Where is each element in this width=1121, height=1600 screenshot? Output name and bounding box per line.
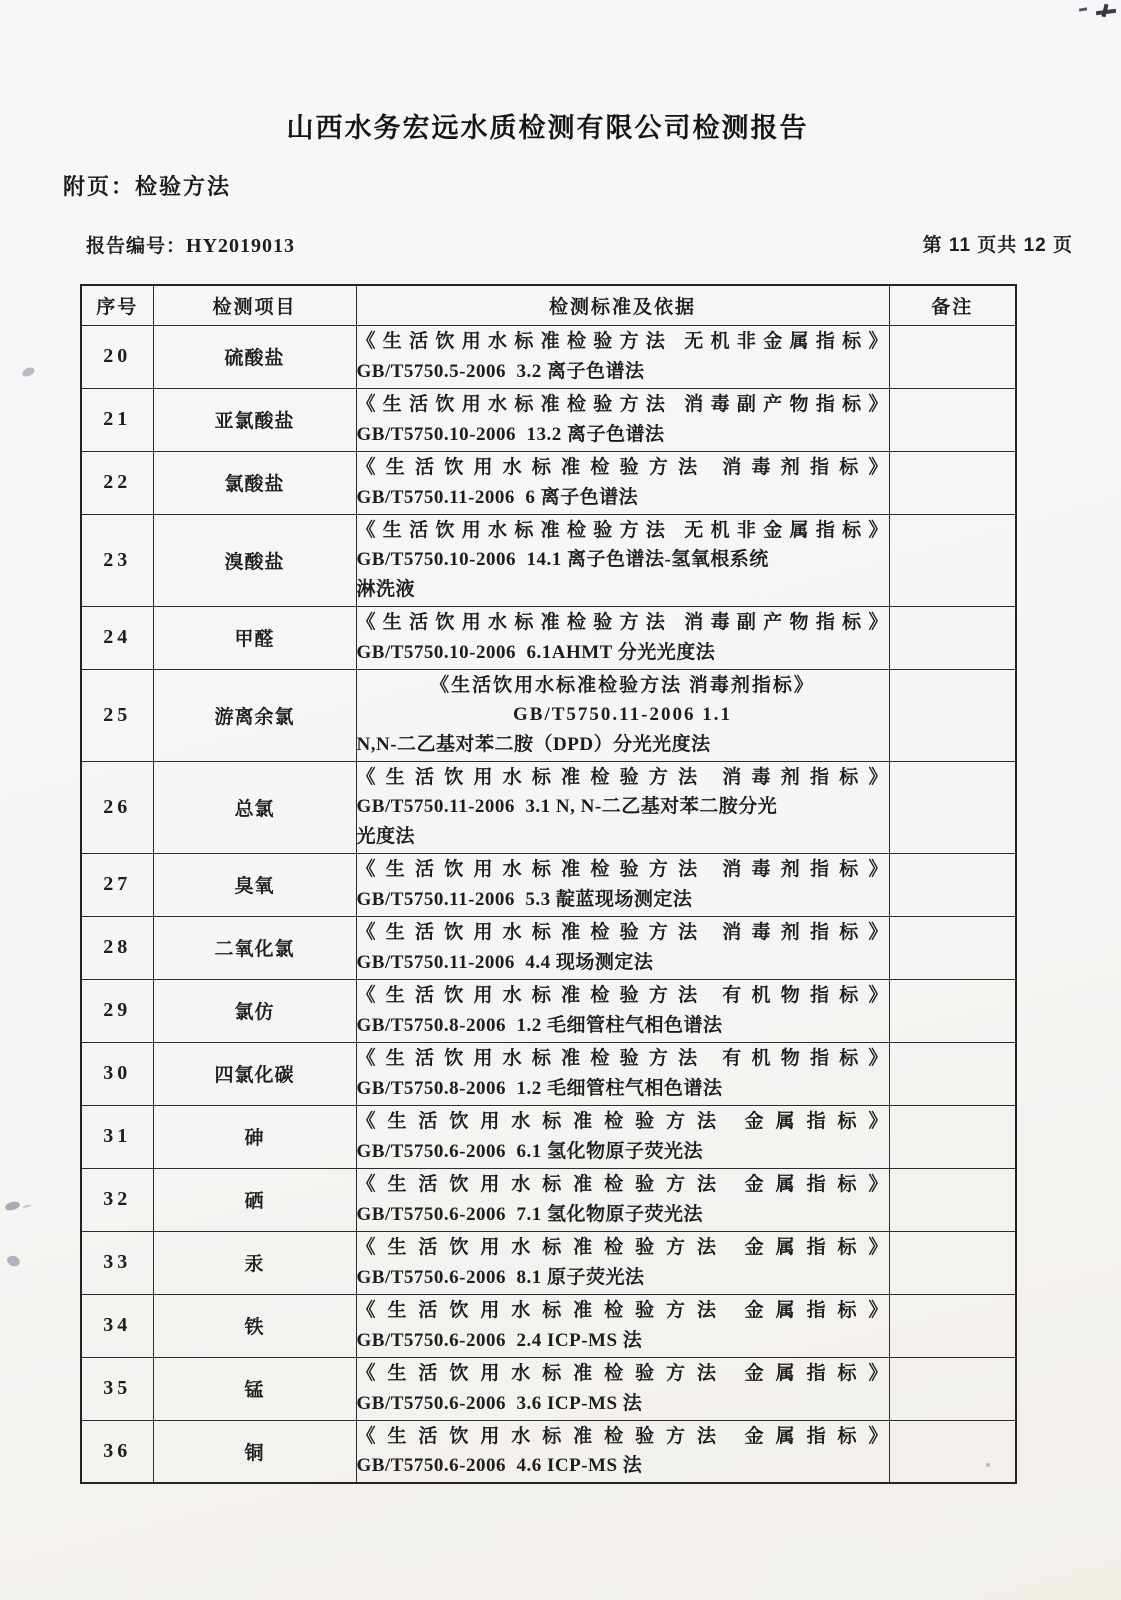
test-item-cell: 亚氯酸盐 bbox=[153, 388, 356, 451]
remark-cell bbox=[889, 916, 1016, 979]
remark-cell bbox=[889, 853, 1016, 916]
standard-line: 《生活饮用水标准检验方法 有机物指标》 bbox=[356, 985, 889, 1006]
standard-cell bbox=[356, 761, 889, 853]
test-item-cell: 汞 bbox=[153, 1231, 356, 1294]
standard-line: GB/T5750.8-2006 1.2 毛细管柱气相色谱法 bbox=[356, 1014, 723, 1036]
standard-line: GB/T5750.6-2006 3.6 ICP-MS 法 bbox=[356, 1392, 643, 1414]
column-header: 检测项目 bbox=[153, 285, 356, 325]
standard-line: GB/T5750.6-2006 8.1 原子荧光法 bbox=[356, 1266, 645, 1288]
row-number-cell: 20 bbox=[81, 325, 153, 388]
standard-cell bbox=[356, 853, 889, 916]
standard-line: 淋洗液 bbox=[356, 578, 416, 600]
remark-cell bbox=[889, 1042, 1016, 1105]
test-item-cell: 砷 bbox=[153, 1105, 356, 1168]
standard-line: GB/T5750.11-2006 4.4 现场测定法 bbox=[356, 951, 654, 973]
standard-line: 《生活饮用水标准检验方法 消毒剂指标》 bbox=[430, 674, 815, 696]
row-number-cell: 23 bbox=[81, 514, 153, 606]
methods-table bbox=[80, 284, 1017, 1484]
remark-cell bbox=[889, 1357, 1016, 1420]
standard-cell bbox=[356, 1420, 889, 1483]
row-number-cell: 36 bbox=[81, 1420, 153, 1483]
row-number-cell: 30 bbox=[81, 1042, 153, 1105]
standard-cell bbox=[356, 1105, 889, 1168]
standard-cell bbox=[356, 606, 889, 669]
test-item-cell: 总氯 bbox=[153, 761, 356, 853]
standard-line: GB/T5750.6-2006 6.1 氢化物原子荧光法 bbox=[356, 1140, 703, 1162]
row-number-cell: 28 bbox=[81, 916, 153, 979]
table-row bbox=[81, 761, 1016, 853]
remark-cell bbox=[889, 1294, 1016, 1357]
table-row bbox=[81, 853, 1016, 916]
row-number-cell: 24 bbox=[81, 606, 153, 669]
scan-speck bbox=[6, 1254, 22, 1268]
standard-line: GB/T5750.6-2006 2.4 ICP-MS 法 bbox=[356, 1329, 643, 1351]
row-number-cell: 21 bbox=[81, 388, 153, 451]
test-item-cell: 甲醛 bbox=[153, 606, 356, 669]
document-body bbox=[63, 0, 1073, 1484]
remark-cell bbox=[889, 388, 1016, 451]
table-row bbox=[81, 514, 1016, 606]
standard-cell bbox=[356, 1168, 889, 1231]
test-item-cell: 硒 bbox=[153, 1168, 356, 1231]
table-row bbox=[81, 1105, 1016, 1168]
standard-cell bbox=[356, 1357, 889, 1420]
column-header: 序号 bbox=[81, 285, 153, 325]
standard-cell bbox=[356, 1042, 889, 1105]
standard-line: 《生活饮用水标准检验方法 金属指标》 bbox=[356, 1111, 889, 1132]
test-item-cell: 铁 bbox=[153, 1294, 356, 1357]
table-row bbox=[81, 1042, 1016, 1105]
remark-cell bbox=[889, 606, 1016, 669]
test-item-cell: 锰 bbox=[153, 1357, 356, 1420]
standard-line: 《生活饮用水标准检验方法 金属指标》 bbox=[356, 1237, 889, 1258]
remark-cell bbox=[889, 451, 1016, 514]
row-number-cell: 29 bbox=[81, 979, 153, 1042]
table-row bbox=[81, 388, 1016, 451]
standard-line: 《生活饮用水标准检验方法 有机物指标》 bbox=[356, 1048, 889, 1069]
standard-cell bbox=[356, 451, 889, 514]
standard-line: 《生活饮用水标准检验方法 金属指标》 bbox=[356, 1363, 889, 1384]
standard-line: GB/T5750.6-2006 7.1 氢化物原子荧光法 bbox=[356, 1203, 703, 1225]
page-indicator: 第 11 页共 12 页 bbox=[922, 235, 1073, 256]
standard-line: 光度法 bbox=[356, 825, 416, 847]
table-row bbox=[81, 1231, 1016, 1294]
test-item-cell: 硫酸盐 bbox=[153, 325, 356, 388]
report-number-value: HY2019013 bbox=[186, 235, 296, 257]
row-number-cell: 26 bbox=[81, 761, 153, 853]
standard-line: 《生活饮用水标准检验方法 消毒副产物指标》 bbox=[356, 612, 889, 633]
standard-line: GB/T5750.11-2006 3.1 N, N-二乙基对苯二胺分光 bbox=[356, 796, 778, 818]
remark-cell bbox=[889, 1231, 1016, 1294]
standard-line: 《生活饮用水标准检验方法 消毒剂指标》 bbox=[356, 922, 889, 943]
standard-line: GB/T5750.11-2006 6 离子色谱法 bbox=[356, 486, 639, 508]
standard-line: 《生活饮用水标准检验方法 消毒剂指标》 bbox=[356, 859, 889, 880]
standard-line: N,N-二乙基对苯二胺（DPD）分光光度法 bbox=[356, 733, 711, 755]
scan-speck bbox=[21, 366, 36, 379]
row-number-cell: 27 bbox=[81, 853, 153, 916]
row-number-cell: 31 bbox=[81, 1105, 153, 1168]
standard-line: 《生活饮用水标准检验方法 消毒剂指标》 bbox=[356, 457, 889, 478]
test-item-cell: 氯仿 bbox=[153, 979, 356, 1042]
remark-cell bbox=[889, 1105, 1016, 1168]
table-row bbox=[81, 1294, 1016, 1357]
table-row bbox=[81, 1357, 1016, 1420]
standard-cell bbox=[356, 388, 889, 451]
standard-cell bbox=[356, 1231, 889, 1294]
remark-cell bbox=[889, 1168, 1016, 1231]
row-number-cell: 32 bbox=[81, 1168, 153, 1231]
test-item-cell: 四氯化碳 bbox=[153, 1042, 356, 1105]
appendix-subtitle: 附页：检验方法 bbox=[63, 174, 232, 199]
test-item-cell: 二氧化氯 bbox=[153, 916, 356, 979]
standard-cell bbox=[356, 1294, 889, 1357]
standard-cell bbox=[356, 979, 889, 1042]
methods-table-head-row bbox=[81, 285, 1016, 325]
standard-line: GB/T5750.5-2006 3.2 离子色谱法 bbox=[356, 360, 645, 382]
table-row bbox=[81, 1168, 1016, 1231]
row-number-cell: 35 bbox=[81, 1357, 153, 1420]
standard-line: 《生活饮用水标准检验方法 消毒剂指标》 bbox=[356, 766, 889, 788]
standard-line: GB/T5750.10-2006 6.1AHMT 分光光度法 bbox=[356, 641, 716, 663]
column-header: 备注 bbox=[889, 285, 1016, 325]
standard-cell bbox=[356, 514, 889, 606]
table-row bbox=[81, 1420, 1016, 1483]
remark-cell bbox=[889, 979, 1016, 1042]
standard-line: 《生活饮用水标准检验方法 消毒副产物指标》 bbox=[356, 394, 889, 415]
column-header: 检测标准及依据 bbox=[356, 285, 889, 325]
remark-cell bbox=[889, 761, 1016, 853]
row-number-cell: 25 bbox=[81, 669, 153, 761]
standard-line: GB/T5750.11-2006 1.1 bbox=[513, 704, 732, 726]
standard-line: 《生活饮用水标准检验方法 金属指标》 bbox=[356, 1425, 889, 1447]
remark-cell bbox=[889, 1420, 1016, 1483]
standard-line: 《生活饮用水标准检验方法 无机非金属指标》 bbox=[356, 519, 889, 541]
test-item-cell: 铜 bbox=[153, 1420, 356, 1483]
table-row bbox=[81, 451, 1016, 514]
methods-table-body bbox=[81, 325, 1016, 1483]
test-item-cell: 溴酸盐 bbox=[153, 514, 356, 606]
standard-line: GB/T5750.8-2006 1.2 毛细管柱气相色谱法 bbox=[356, 1077, 723, 1099]
test-item-cell: 氯酸盐 bbox=[153, 451, 356, 514]
table-row bbox=[81, 916, 1016, 979]
test-item-cell: 游离余氯 bbox=[153, 669, 356, 761]
standard-line: GB/T5750.11-2006 5.3 靛蓝现场测定法 bbox=[356, 888, 693, 910]
row-number-cell: 34 bbox=[81, 1294, 153, 1357]
page-title: 山西水务宏远水质检测有限公司检测报告 bbox=[286, 113, 809, 143]
standard-line: 《生活饮用水标准检验方法 无机非金属指标》 bbox=[356, 331, 889, 352]
test-item-cell: 臭氧 bbox=[153, 853, 356, 916]
table-row bbox=[81, 979, 1016, 1042]
table-row bbox=[81, 606, 1016, 669]
report-meta-row bbox=[80, 232, 1073, 260]
standard-line: 《生活饮用水标准检验方法 金属指标》 bbox=[356, 1174, 889, 1195]
remark-cell bbox=[889, 669, 1016, 761]
remark-cell bbox=[889, 325, 1016, 388]
scan-speck bbox=[4, 1200, 21, 1212]
row-number-cell: 22 bbox=[81, 451, 153, 514]
standard-line: 《生活饮用水标准检验方法 金属指标》 bbox=[356, 1300, 889, 1321]
report-number-label: 报告编号： bbox=[86, 236, 187, 257]
standard-cell bbox=[356, 325, 889, 388]
standard-line: GB/T5750.6-2006 4.6 ICP-MS 法 bbox=[356, 1455, 643, 1477]
pen-mark bbox=[1094, 4, 1118, 20]
remark-cell bbox=[889, 514, 1016, 606]
table-row bbox=[81, 669, 1016, 761]
standard-line: GB/T5750.10-2006 14.1 离子色谱法-氢氧根系统 bbox=[356, 549, 769, 571]
table-row bbox=[81, 325, 1016, 388]
row-number-cell: 33 bbox=[81, 1231, 153, 1294]
standard-cell bbox=[356, 916, 889, 979]
standard-cell bbox=[356, 669, 889, 761]
standard-line: GB/T5750.10-2006 13.2 离子色谱法 bbox=[356, 423, 665, 445]
